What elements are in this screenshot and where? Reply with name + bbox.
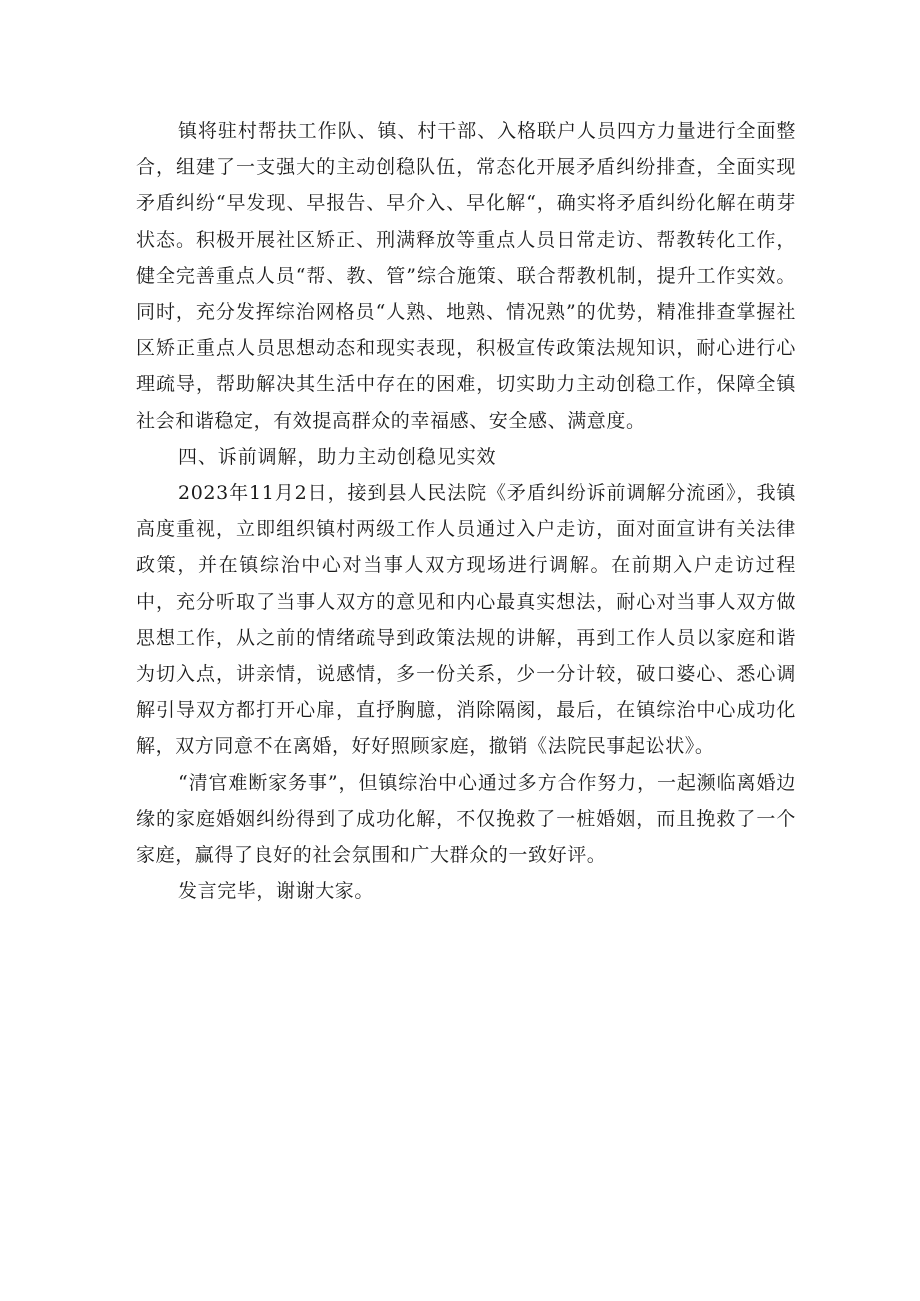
paragraph-work-integration: 镇将驻村帮扶工作队、镇、村干部、入格联户人员四方力量进行全面整合，组建了一支强大的主动创稳队伍，常态化开展矛盾纠纷排查，全面实现矛盾纠纷“早发现、早报告、早介入、早化解“，确实将矛盾纠纷化解在萌芽状态。积极开展社区矫正、刑满释放等重点人员日常走访、帮教转化工作，健全完善重点人员“帮、教、管”综合施策、联合帮教机制，提升工作实效。同时，充分发挥综治网格员“人熟、地熟、情况熟”的优势，精准排查掌握社区矫正重点人员思想动态和现实表现，积极宣传政策法规知识，耐心进行心理疏导，帮助解决其生活中存在的困难，切实助力主动创稳工作，保障全镇社会和谐稳定，有效提高群众的幸福感、安全感、满意度。 (136, 120, 796, 432)
paragraph-closing-remark: 发言完毕，谢谢大家。 (178, 880, 375, 903)
paragraph-mediation-result: “清官难断家务事”，但镇综治中心通过多方合作努力，一起濒临离婚边缘的家庭婚姻纠纷得到了成功化解，不仅挽救了一桩婚姻，而且挽救了一个家庭，赢得了良好的社会氛围和广大群众的一致好评。 (136, 771, 796, 867)
section-heading-pre-litigation-mediation: 四、诉前调解，助力主动创稳见实效 (178, 445, 497, 468)
paragraph-mediation-case: 2023年11月2日，接到县人民法院《矛盾纠纷诉前调解分流函》，我镇高度重视，立即组织镇村两级工作人员通过入户走访，面对面宣讲有关法律政策，并在镇综治中心对当事人双方现场进行调解。在前期入户走访过程中，充分听取了当事人双方的意见和内心最真实想法，耐心对当事人双方做思想工作，从之前的情绪疏导到政策法规的讲解，再到工作人员以家庭和谐为切入点，讲亲情，说感情，多一份关系，少一分计较，破口婆心、悉心调解引导双方都打开心扉，直抒胸臆，消除隔阂，最后，在镇综治中心成功化解，双方同意不在离婚，好好照顾家庭，撤销《法院民事起讼状》。 (136, 482, 796, 758)
document-body (136, 113, 796, 909)
